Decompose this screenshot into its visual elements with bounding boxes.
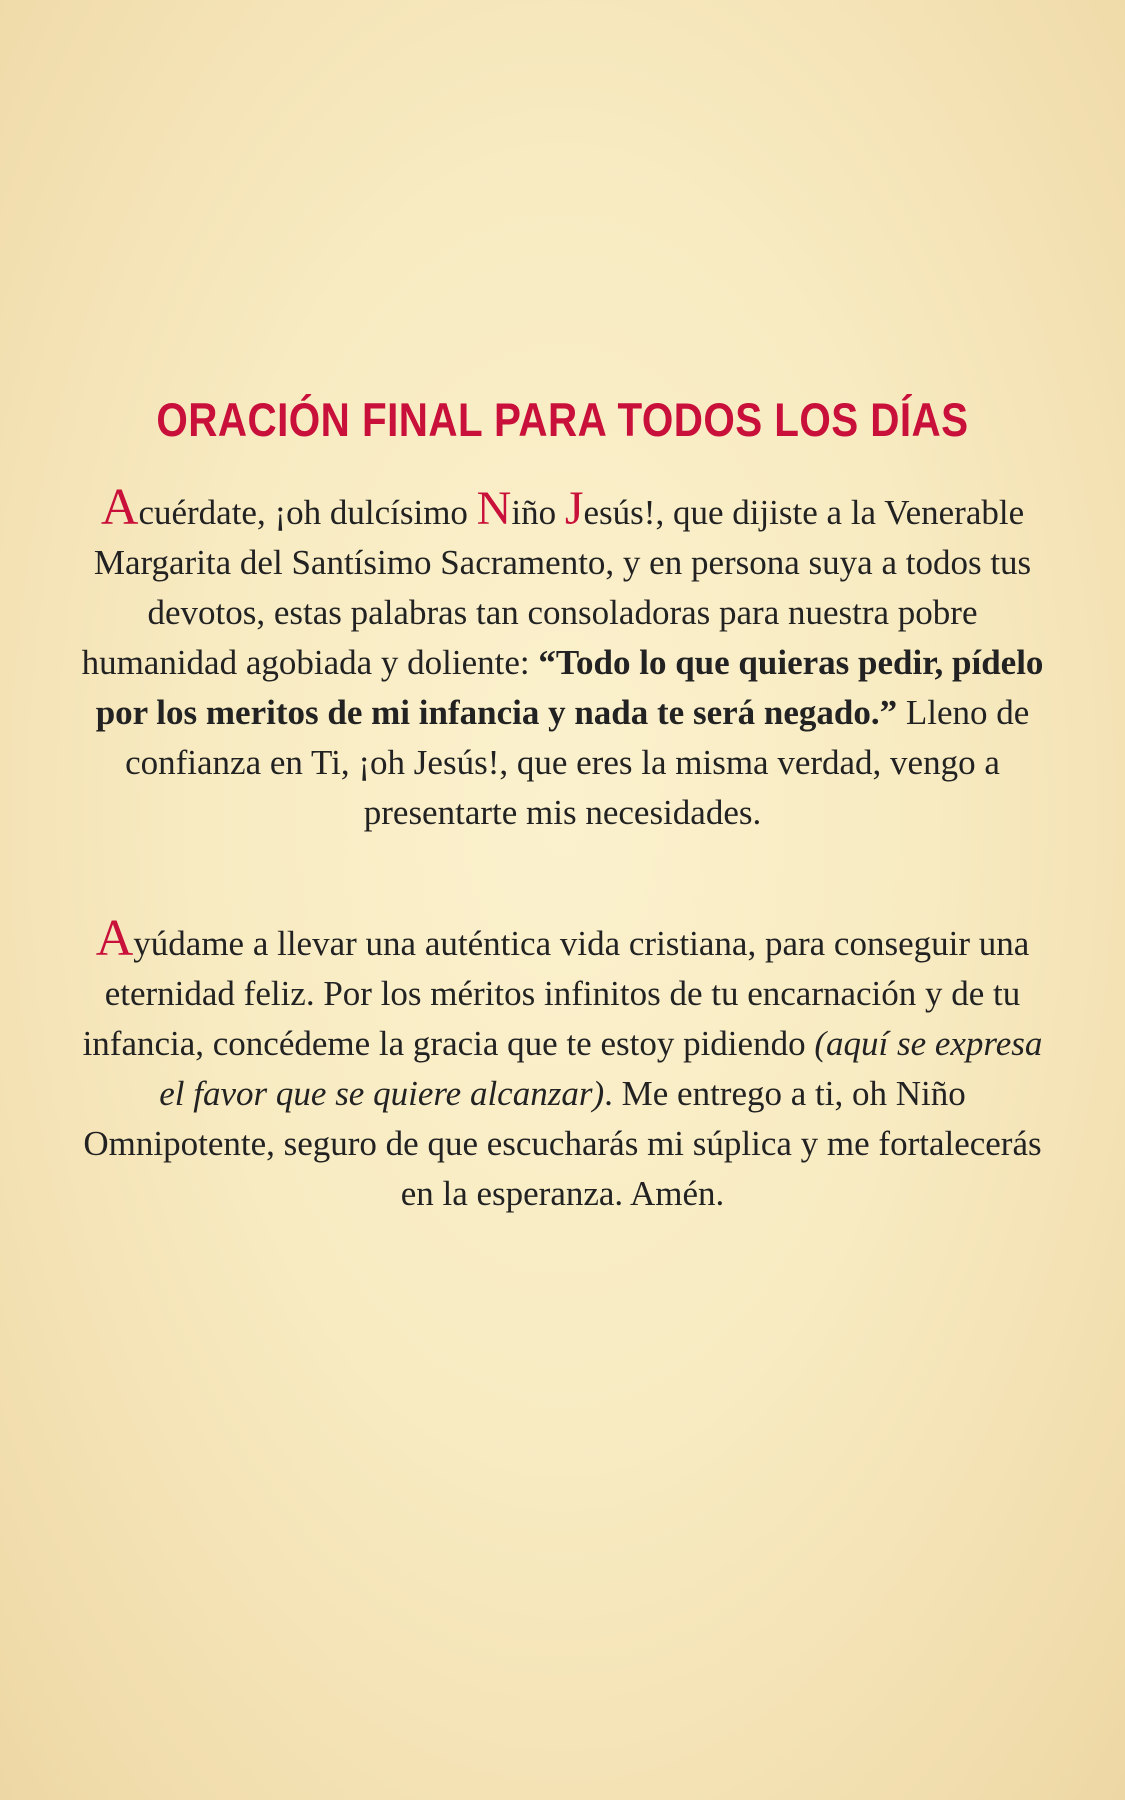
text-segment: esús!: [583, 493, 656, 532]
italic-instruction: (aquí se expresa el favor que se quiere alcanzar): [159, 1024, 1043, 1113]
text-segment: yúdame a llevar una auténtica vida cristiana, para conseguir una eternidad feliz. Por los méritos infinitos de tu encarnación y de tu infancia, concédeme la gracia que te estoy pidiendo: [82, 924, 1030, 1063]
prayer-title: ORACIÓN FINAL PARA TODOS LOS DÍAS: [156, 393, 969, 446]
text-segment: iño: [511, 493, 565, 532]
paragraph-2: [70, 910, 1055, 1219]
text-segment: cuérdate, ¡oh dulcísimo: [138, 493, 477, 532]
bold-quote: “Todo lo que quieras pedir, pídelo por los meritos de mi infancia y nada te será negado.”: [95, 643, 1044, 732]
red-initial: N: [476, 482, 512, 535]
red-initial: J: [564, 482, 584, 535]
text-segment: , que dijiste a la Venerable Margarita del Santísimo Sacramento, y en persona suya a todos tus devotos, estas palabras tan consoladoras para nuestra pobre humanidad agobiada y doliente:: [81, 493, 1032, 682]
drop-cap: A: [100, 479, 139, 536]
drop-cap: A: [95, 910, 134, 967]
text-segment: . Me entrego a ti, oh Niño Omnipotente, seguro de que escucharás mi súplica y me fortalecerás en la esperanza. Amén.: [83, 1074, 1042, 1213]
paragraph-1: [70, 479, 1055, 838]
text-segment: Lleno de confianza en Ti, ¡oh Jesús!, que eres la misma verdad, vengo a presentarte mis necesidades.: [125, 693, 1030, 832]
